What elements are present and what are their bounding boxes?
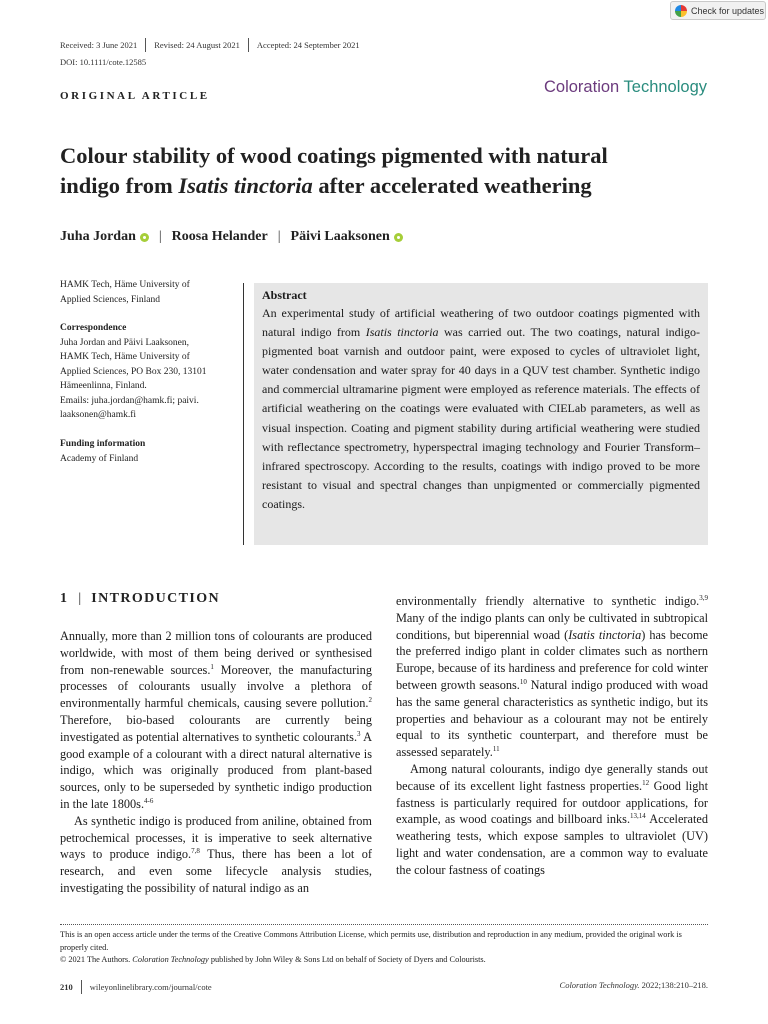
journal-logo — [544, 78, 707, 97]
journal-url[interactable]: wileyonlinelibrary.com/journal/cote — [89, 982, 212, 992]
section-heading — [60, 591, 220, 607]
correspondence-email[interactable]: laaksonen@hamk.fi — [60, 410, 137, 420]
divider — [248, 38, 249, 52]
citation-ref[interactable]: 11 — [492, 745, 500, 754]
article-type: ORIGINAL ARTICLE — [60, 90, 210, 102]
journal-citation: Coloration Technology. 2022;138:210–218. — [559, 980, 708, 990]
abstract-heading: Abstract — [262, 288, 307, 302]
citation-ref[interactable]: 1 — [210, 662, 214, 671]
funding-heading: Funding information — [60, 439, 146, 449]
author-name[interactable]: Roosa Helander — [171, 229, 268, 244]
correspondence-line: HAMK Tech, Häme University of — [60, 352, 190, 362]
correspondence-line: Hämeenlinna, Finland. — [60, 381, 147, 391]
section-separator: | — [78, 591, 82, 606]
correspondence-line: Applied Sciences, PO Box 230, 13101 — [60, 366, 207, 377]
check-for-updates-label: Check for updates — [691, 5, 765, 16]
citation-ref[interactable]: 4-6 — [144, 796, 154, 805]
abstract-divider — [243, 283, 244, 545]
body-left-column — [60, 628, 372, 897]
check-for-updates-button[interactable] — [670, 1, 766, 20]
affiliation-line: HAMK Tech, Häme University of — [60, 280, 190, 290]
citation-ref[interactable]: 3 — [357, 729, 361, 738]
funding-text: Academy of Finland — [60, 453, 139, 464]
citation-ref[interactable]: 13,14 — [630, 812, 646, 821]
orcid-icon[interactable] — [140, 233, 149, 242]
revised-date: Revised: 24 August 2021 — [154, 40, 240, 50]
paragraph: environmentally friendly alternative to synthetic indigo.$^{3,9}$ Many of the indigo plants can only be cultivated in subtropical conditions, but biperennial woad (Isatis tinctoria) has become the preferred indigo plant in colder climates such as northern Europe, because of its hardiness and preference for cold winter between growth seasons.$^{10}$ Natural indigo produced with woad has the same general characteristics as synthetic indigo, but its properties and behaviour as a colourant may not be entirely equal to its synthetic counterpart, and therefore must be assessed separately.$^{11}$ — [396, 593, 708, 760]
section-number: 1 — [60, 591, 69, 606]
accepted-date: Accepted: 24 September 2021 — [256, 40, 360, 50]
citation-ref[interactable]: 10 — [519, 677, 527, 686]
author-list — [60, 229, 403, 245]
license-text: This is an open access article under the terms of the Creative Commons Attribution License, which permits use, distribution and reproduction in any medium, provided the original work is properly cited. — [60, 930, 682, 952]
affiliation — [60, 278, 240, 307]
correspondence-heading: Correspondence — [60, 323, 127, 333]
citation-ref[interactable]: 3,9 — [699, 593, 708, 602]
license-note — [60, 929, 708, 967]
citation-ref[interactable]: 12 — [642, 778, 650, 787]
correspondence-line: Juha Jordan and Päivi Laaksonen, — [60, 337, 190, 348]
author-name[interactable]: Päivi Laaksonen — [290, 229, 390, 244]
paragraph: Among natural colourants, indigo dye generally stands out because of its excellent light fastness properties.$^{12}$ Good light fastness is particularly required for outdoor applications, for example, as wood coatings and billboard inks.$^{13,14}$ Accelerated weathering tests, which expose samples to ultraviolet (UV) light and water condensation, are a common way to evaluate the colour fastness of coatings — [396, 761, 708, 877]
section-title: INTRODUCTION — [91, 591, 221, 606]
title-line2-post: after accelerated weathering — [312, 173, 592, 198]
received-date: Received: 3 June 2021 — [60, 40, 138, 50]
body-right-column — [396, 593, 708, 879]
journal-logo-part2: Technology — [623, 78, 707, 96]
author-name[interactable]: Juha Jordan — [60, 229, 136, 244]
correspondence-email[interactable]: Emails: juha.jordan@hamk.fi; paivi. — [60, 395, 199, 406]
author-separator: | — [277, 229, 281, 244]
author-separator: | — [158, 229, 162, 244]
journal-logo-part1: Coloration — [544, 78, 620, 96]
citation-ref[interactable]: 7,8 — [191, 847, 200, 856]
article-dates — [60, 38, 360, 52]
title-line1: Colour stability of wood coatings pigmented with natural — [60, 143, 608, 168]
title-line2-pre: indigo from — [60, 173, 179, 198]
doi: DOI: 10.1111/cote.12585 — [60, 57, 147, 67]
crossmark-icon — [675, 5, 687, 17]
abstract-box — [254, 283, 708, 545]
page-number: 210 — [60, 982, 73, 992]
title-species: Isatis tinctoria — [178, 173, 313, 198]
copyright-text: © 2021 The Authors. Coloration Technology published by John Wiley & Sons Ltd on behalf of Society of Dyers and Colourists. — [60, 955, 486, 964]
abstract-text: An experimental study of artificial weathering of two outdoor coatings pigmented with natural indigo from Isatis tinctoria was carried out. The two coatings, natural indigo-pigmented boat varnish and outdoor paint, were exposed to cycles of ultraviolet light, water condensation and water spray for 40 days in a QUV test chamber. Synthetic indigo and commercial ultramarine pigment were employed as reference materials. The effects of artificial weathering on the coatings were evaluated with CIELab parameters, as well as visual inspection. Coating and pigment stability during artificial weathering were studied with reflectance spectrometry, hyperspectral imaging technology and Fourier Transform–infrared spectroscopy. According to the results, coatings with indigo proved to be more resistant to visual and spectral changes than unpigmented or commercially pigmented coatings. — [262, 306, 700, 511]
affiliation-line: Applied Sciences, Finland — [60, 294, 160, 305]
citation-ref[interactable]: 2 — [368, 696, 372, 705]
divider — [81, 980, 82, 994]
article-title — [60, 141, 720, 201]
footnote-rule — [60, 924, 708, 925]
paragraph: As synthetic indigo is produced from aniline, obtained from petrochemical processes, it is imperative to seek alternative ways to produce indigo.$^{7,8}$ Thus, there has been a lot of research, and even some lifecycle analysis studies, investigating the possibility of natural indigo as an — [60, 813, 372, 895]
funding-information — [60, 437, 240, 466]
page-footer — [60, 980, 212, 994]
divider — [145, 38, 146, 52]
orcid-icon[interactable] — [394, 233, 403, 242]
paragraph: Annually, more than 2 million tons of colourants are produced worldwide, with most of them being derived or synthesised from non-renewable sources.$^1$ Moreover, the manufacturing processes of colourants usually involve a plethora of environmentally harmful chemicals, causing severe pollution.$^2$ Therefore, bio-based colourants are currently being investigated as potential alternatives to synthetic colourants.$^3$ A good example of a colourant with a direct natural alternative is indigo, which was originally produced from plant-based sources, only to be superseded by synthetic indigo production in the late 1800s.$^{4-6}$ — [60, 629, 372, 811]
correspondence — [60, 321, 240, 423]
